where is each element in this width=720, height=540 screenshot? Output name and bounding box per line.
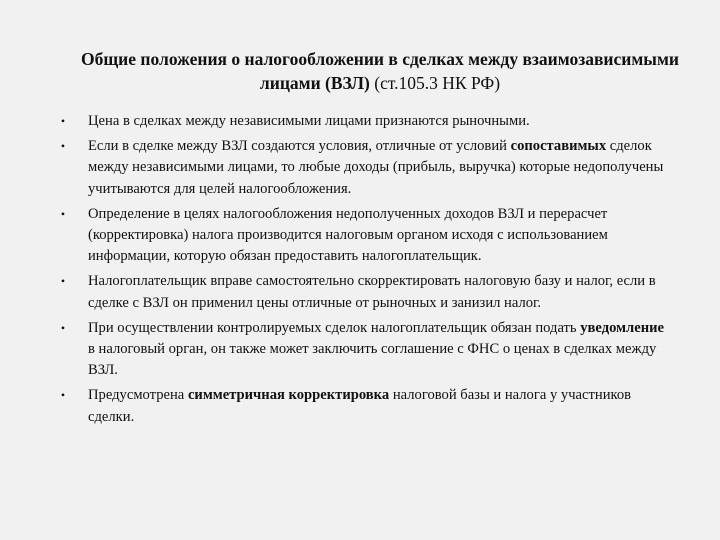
bullet-item	[56, 271, 666, 313]
bullet-item	[56, 136, 666, 200]
bullet-dot-icon: •	[60, 114, 66, 128]
bullet-dot-icon: •	[60, 274, 66, 289]
bullet-text-bold: сопоставимых	[510, 138, 607, 155]
bullet-text: Если в сделке между ВЗЛ создаются условия, отличные от условий	[88, 138, 511, 155]
bullet-text: При осуществлении контролируемых сделок налогоплательщик обязан подать	[88, 319, 581, 336]
bullet-item	[56, 204, 666, 268]
bullet-text: сделок между независимыми лицами, то любые доходы (прибыль, выручка) которые недополучены учитываются для целей налогообложения.	[88, 138, 664, 197]
slide-title-reference: (ст.105.3 НК РФ)	[369, 73, 501, 93]
bullet-dot-icon: •	[60, 320, 66, 335]
bullet-dot-icon: •	[60, 139, 66, 154]
bullet-text: налоговой базы и налога у участников сделки.	[88, 387, 632, 425]
slide-title	[70, 47, 690, 95]
bullet-text: Определение в целях налогообложения недополученных доходов ВЗЛ и перерасчет (корректировка) налога производится налоговым органом исходя с использованием информации, которую обязан предоставить налогоплательщик.	[88, 205, 608, 265]
bullet-list	[56, 111, 666, 432]
bullet-text-bold: уведомление	[580, 319, 664, 336]
bullet-item	[56, 385, 666, 427]
bullet-text: Налогоплательщик вправе самостоятельно скорректировать налоговую базу и налог, если в сделке с ВЗЛ он применил цены отличные от рыночных и занизил налог.	[88, 273, 656, 311]
bullet-text-bold: симметричная корректировка	[187, 387, 390, 404]
bullet-dot-icon: •	[60, 206, 66, 221]
bullet-text: в налоговый орган, он также может заключить соглашение с ФНС о ценах в сделках между ВЗЛ.	[88, 341, 657, 379]
bullet-item	[56, 318, 666, 382]
bullet-text: Предусмотрена	[88, 387, 188, 404]
bullet-dot-icon: •	[60, 388, 66, 403]
bullet-text: Цена в сделках между независимыми лицами признаются рыночными.	[88, 113, 530, 129]
bullet-item	[56, 111, 666, 132]
slide-title-bold: Общие положения о налогообложении в сделках между взаимозависимыми лицами (ВЗЛ)	[81, 49, 679, 93]
